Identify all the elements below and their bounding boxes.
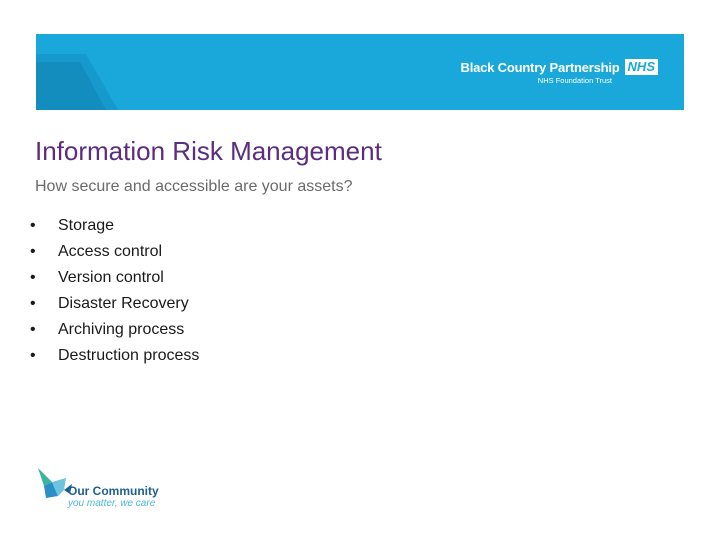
header-band [36, 34, 684, 110]
nhs-badge: NHS [625, 59, 658, 75]
bullet-text: Access control [58, 243, 163, 260]
bullet-marker: • [30, 217, 36, 234]
trust-logo [461, 59, 658, 85]
bullet-item [30, 265, 199, 291]
bullet-marker: • [30, 295, 36, 312]
bullet-marker: • [30, 269, 36, 286]
bullet-text: Version control [58, 269, 164, 286]
bullet-text: Archiving process [58, 321, 185, 338]
bullet-item [30, 239, 199, 265]
logo-name: Our Community [68, 484, 159, 498]
bullet-marker: • [30, 321, 36, 338]
bullet-item [30, 343, 199, 369]
bullet-text: Disaster Recovery [58, 295, 189, 312]
trust-name: Black Country Partnership [460, 59, 620, 75]
bullet-marker: • [30, 347, 36, 364]
bullet-list [30, 213, 199, 369]
bullet-marker: • [30, 243, 36, 260]
slide-subtitle: How secure and accessible are your assets? [35, 178, 353, 195]
slide-title: Information Risk Management [35, 136, 382, 166]
bullet-text: Storage [58, 217, 115, 234]
bullet-item [30, 291, 199, 317]
our-community-logo [36, 464, 186, 514]
trust-subtitle: NHS Foundation Trust [537, 76, 612, 85]
bullet-item [30, 317, 199, 343]
bullet-item [30, 213, 199, 239]
bullet-text: Destruction process [58, 347, 200, 364]
logo-tagline: you matter, we care [68, 498, 156, 509]
